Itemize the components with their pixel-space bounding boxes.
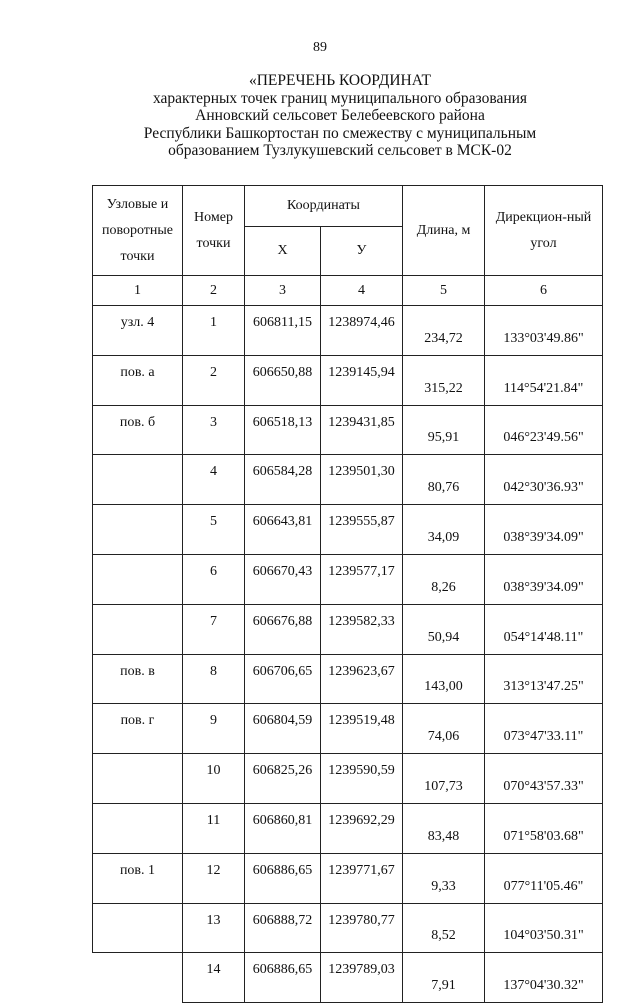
coord-y-cell: 1239577,17 xyxy=(321,554,403,604)
coord-x-cell: 606584,28 xyxy=(245,455,321,505)
point-number-cell: 4 xyxy=(183,455,245,505)
header-y: У xyxy=(321,227,403,276)
coord-y-cell: 1239692,29 xyxy=(321,803,403,853)
angle-cell: 046°23'49.56" xyxy=(485,405,603,455)
length-cell: 234,72 xyxy=(403,306,485,356)
table-row xyxy=(93,505,603,555)
length-cell: 7,91 xyxy=(403,953,485,1003)
coord-x-cell: 606518,13 xyxy=(245,405,321,455)
document-heading xyxy=(80,72,600,160)
table-row xyxy=(93,355,603,405)
point-number-cell: 7 xyxy=(183,604,245,654)
point-number-cell: 6 xyxy=(183,554,245,604)
length-cell: 80,76 xyxy=(403,455,485,505)
point-number-cell: 5 xyxy=(183,505,245,555)
angle-cell: 133°03'49.86" xyxy=(485,306,603,356)
angle-cell: 038°39'34.09" xyxy=(485,554,603,604)
coord-y-cell: 1239582,33 xyxy=(321,604,403,654)
angle-cell: 073°47'33.11" xyxy=(485,704,603,754)
table-row xyxy=(93,306,603,356)
coord-y-cell: 1239501,30 xyxy=(321,455,403,505)
length-cell: 34,09 xyxy=(403,505,485,555)
coord-y-cell: 1239789,03 xyxy=(321,953,403,1003)
point-type-cell xyxy=(93,455,183,505)
length-cell: 107,73 xyxy=(403,754,485,804)
header-x: Х xyxy=(245,227,321,276)
coord-x-cell: 606886,65 xyxy=(245,853,321,903)
point-number-cell: 2 xyxy=(183,355,245,405)
point-number-cell: 9 xyxy=(183,704,245,754)
heading-line: Анновский сельсовет Белебеевского района xyxy=(195,107,485,124)
point-type-cell: узл. 4 xyxy=(93,306,183,356)
point-number-cell: 3 xyxy=(183,405,245,455)
point-number-cell: 12 xyxy=(183,853,245,903)
point-type-cell xyxy=(93,953,183,1003)
length-cell: 74,06 xyxy=(403,704,485,754)
heading-line: «ПЕРЕЧЕНЬ КООРДИНАТ xyxy=(248,72,432,89)
coord-x-cell: 606811,15 xyxy=(245,306,321,356)
point-number-cell: 1 xyxy=(183,306,245,356)
coord-y-cell: 1239623,67 xyxy=(321,654,403,704)
coord-x-cell: 606676,88 xyxy=(245,604,321,654)
column-number: 1 xyxy=(93,276,183,306)
point-type-cell xyxy=(93,903,183,953)
header-number: Номер точки xyxy=(183,186,245,276)
coord-y-cell: 1239780,77 xyxy=(321,903,403,953)
point-type-cell: пов. 1 xyxy=(93,853,183,903)
coord-y-cell: 1239145,94 xyxy=(321,355,403,405)
table-row xyxy=(93,654,603,704)
table-row xyxy=(93,853,603,903)
angle-cell: 071°58'03.68" xyxy=(485,803,603,853)
angle-cell: 114°54'21.84" xyxy=(485,355,603,405)
coord-x-cell: 606643,81 xyxy=(245,505,321,555)
angle-cell: 042°30'36.93" xyxy=(485,455,603,505)
point-type-cell xyxy=(93,554,183,604)
heading-line: Республики Башкортостан по смежеству с муниципальным xyxy=(143,124,537,142)
column-number: 3 xyxy=(245,276,321,306)
column-number: 2 xyxy=(183,276,245,306)
coord-y-cell: 1239555,87 xyxy=(321,505,403,555)
length-cell: 95,91 xyxy=(403,405,485,455)
column-number: 5 xyxy=(403,276,485,306)
coord-x-cell: 606804,59 xyxy=(245,704,321,754)
angle-cell: 104°03'50.31" xyxy=(485,903,603,953)
point-type-cell: пов. а xyxy=(93,355,183,405)
point-type-cell xyxy=(93,754,183,804)
angle-cell: 077°11'05.46" xyxy=(485,853,603,903)
coord-x-cell: 606825,26 xyxy=(245,754,321,804)
coord-x-cell: 606670,43 xyxy=(245,554,321,604)
angle-cell: 137°04'30.32" xyxy=(485,953,603,1003)
header-nodes: Узловые и поворотные точки xyxy=(93,186,183,276)
coord-y-cell: 1239771,67 xyxy=(321,853,403,903)
heading-line: образованием Тузлукушевский сельсовет в МСК-02 xyxy=(168,142,512,159)
point-number-cell: 8 xyxy=(183,654,245,704)
table-row xyxy=(93,903,603,953)
length-cell: 8,26 xyxy=(403,554,485,604)
header-length: Длина, м xyxy=(403,186,485,276)
point-type-cell: пов. б xyxy=(93,405,183,455)
point-number-cell: 11 xyxy=(183,803,245,853)
point-type-cell: пов. г xyxy=(93,704,183,754)
table-row xyxy=(93,554,603,604)
header-angle: Дирекцион-ный угол xyxy=(485,186,603,276)
coord-x-cell: 606888,72 xyxy=(245,903,321,953)
coordinates-table xyxy=(92,185,603,1003)
length-cell: 8,52 xyxy=(403,903,485,953)
point-number-cell: 13 xyxy=(183,903,245,953)
coord-y-cell: 1239519,48 xyxy=(321,704,403,754)
length-cell: 50,94 xyxy=(403,604,485,654)
length-cell: 83,48 xyxy=(403,803,485,853)
coord-x-cell: 606706,65 xyxy=(245,654,321,704)
length-cell: 9,33 xyxy=(403,853,485,903)
point-type-cell xyxy=(93,604,183,654)
heading-line: характерных точек границ муниципального образования xyxy=(152,89,528,107)
point-number-cell: 10 xyxy=(183,754,245,804)
point-number-cell: 14 xyxy=(183,953,245,1003)
length-cell: 315,22 xyxy=(403,355,485,405)
coord-x-cell: 606860,81 xyxy=(245,803,321,853)
coord-x-cell: 606650,88 xyxy=(245,355,321,405)
table-row xyxy=(93,455,603,505)
table-row xyxy=(93,604,603,654)
column-number: 4 xyxy=(321,276,403,306)
page-number: 89 xyxy=(313,40,327,55)
angle-cell: 038°39'34.09" xyxy=(485,505,603,555)
column-number: 6 xyxy=(485,276,603,306)
coord-y-cell: 1238974,46 xyxy=(321,306,403,356)
coord-x-cell: 606886,65 xyxy=(245,953,321,1003)
table-row xyxy=(93,704,603,754)
angle-cell: 070°43'57.33" xyxy=(485,754,603,804)
table-row xyxy=(93,953,603,1003)
header-coordinates: Координаты xyxy=(245,186,403,227)
angle-cell: 313°13'47.25" xyxy=(485,654,603,704)
coord-y-cell: 1239590,59 xyxy=(321,754,403,804)
table-row xyxy=(93,405,603,455)
table-row xyxy=(93,754,603,804)
angle-cell: 054°14'48.11" xyxy=(485,604,603,654)
length-cell: 143,00 xyxy=(403,654,485,704)
point-type-cell: пов. в xyxy=(93,654,183,704)
point-type-cell xyxy=(93,505,183,555)
coord-y-cell: 1239431,85 xyxy=(321,405,403,455)
table-row xyxy=(93,803,603,853)
point-type-cell xyxy=(93,803,183,853)
